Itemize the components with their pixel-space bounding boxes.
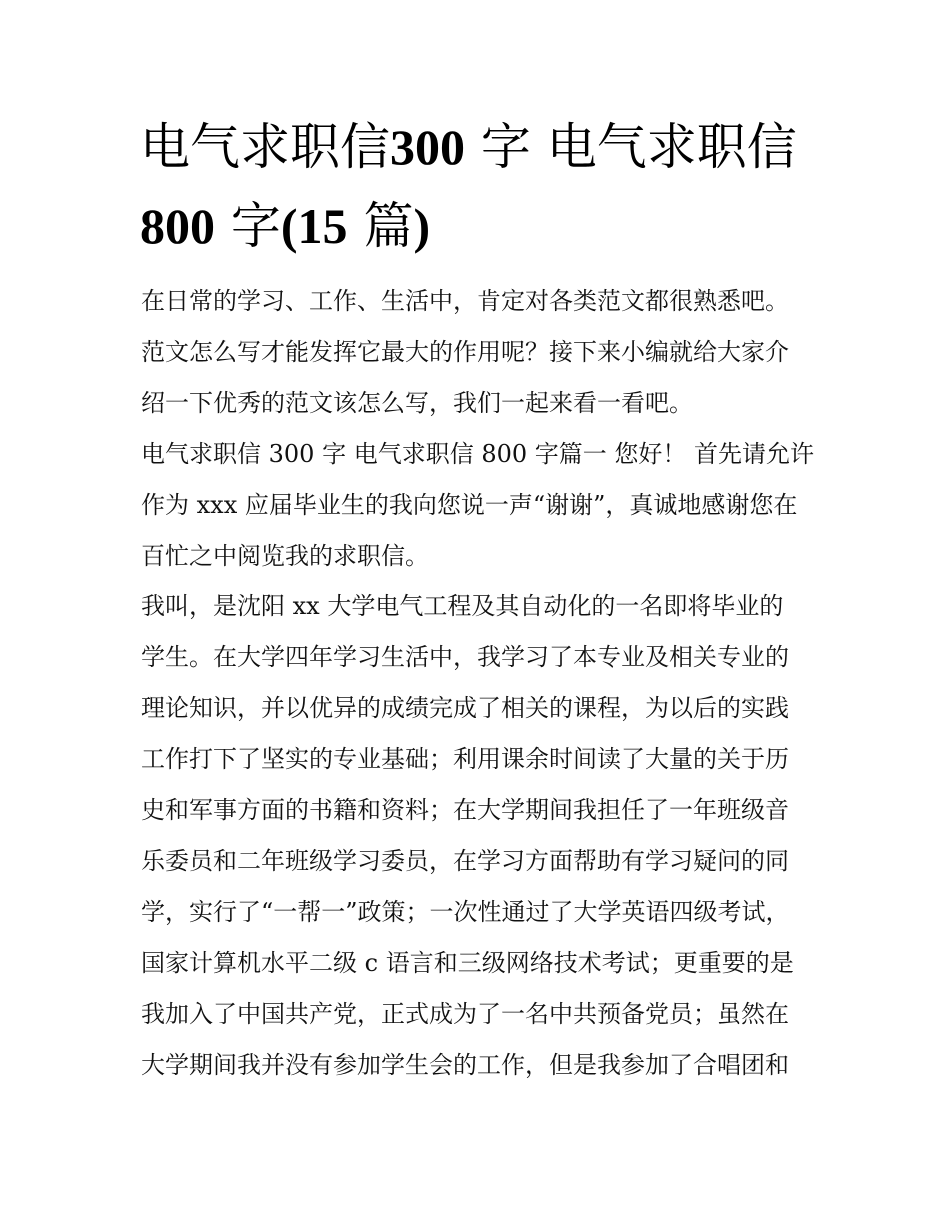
text-line: 我叫，是沈阳 xx 大学电气工程及其自动化的一名即将毕业的 (141, 592, 784, 621)
title-number-4: ) (413, 198, 431, 254)
text-line: 我加入了中国共产党，正式成为了一名中共预备党员；虽然在 (141, 999, 789, 1028)
text-line: 学，实行了“一帮一”政策；一次性通过了大学英语四级考试， (141, 897, 790, 926)
text-line: 工作打下了坚实的专业基础；利用课余时间读了大量的关于历 (141, 745, 789, 774)
text-line: 百忙之中阅览我的求职信。 (141, 541, 429, 570)
text-line: 大学期间我并没有参加学生会的工作，但是我参加了合唱团和 (141, 1050, 789, 1079)
paragraph-self-introduction (141, 581, 831, 1090)
text-line: 国家计算机水平二级 c 语言和三级网络技术考试；更重要的是 (141, 948, 794, 977)
text-line: 电气求职信 300 字 电气求职信 800 字篇一 您好！ 首先请允许 (141, 439, 815, 468)
text-line: 理论知识，并以优异的成绩完成了相关的课程，为以后的实践 (141, 694, 789, 723)
title-number-2: 800 (140, 198, 215, 254)
title-number-1: 300 (390, 119, 465, 175)
text-line: 学生。在大学四年学习生活中，我学习了本专业及相关专业的 (141, 643, 789, 672)
paragraph-intro (141, 276, 831, 429)
document-title (140, 108, 830, 266)
text-line: 乐委员和二年班级学习委员，在学习方面帮助有学习疑问的同 (141, 846, 789, 875)
text-line: 绍一下优秀的范文该怎么写，我们一起来看一看吧。 (141, 388, 693, 417)
title-part-2: 字 电气求职信 (465, 118, 797, 176)
document-body (141, 276, 831, 1091)
text-line: 史和军事方面的书籍和资料；在大学期间我担任了一年班级音 (141, 796, 789, 825)
title-part-3: 字 (215, 197, 281, 255)
title-part-1: 电气求职信 (140, 118, 390, 176)
text-line: 在日常的学习、工作、生活中，肯定对各类范文都很熟悉吧。 (141, 287, 789, 315)
title-number-3: (15 (280, 198, 348, 254)
text-line: 范文怎么写才能发挥它最大的作用呢？接下来小编就给大家介 (141, 337, 789, 366)
text-line: 作为 xxx 应届毕业生的我向您说一声“谢谢”，真诚地感谢您在 (141, 490, 798, 519)
title-part-4: 篇 (347, 197, 414, 255)
paragraph-greeting (141, 429, 831, 582)
